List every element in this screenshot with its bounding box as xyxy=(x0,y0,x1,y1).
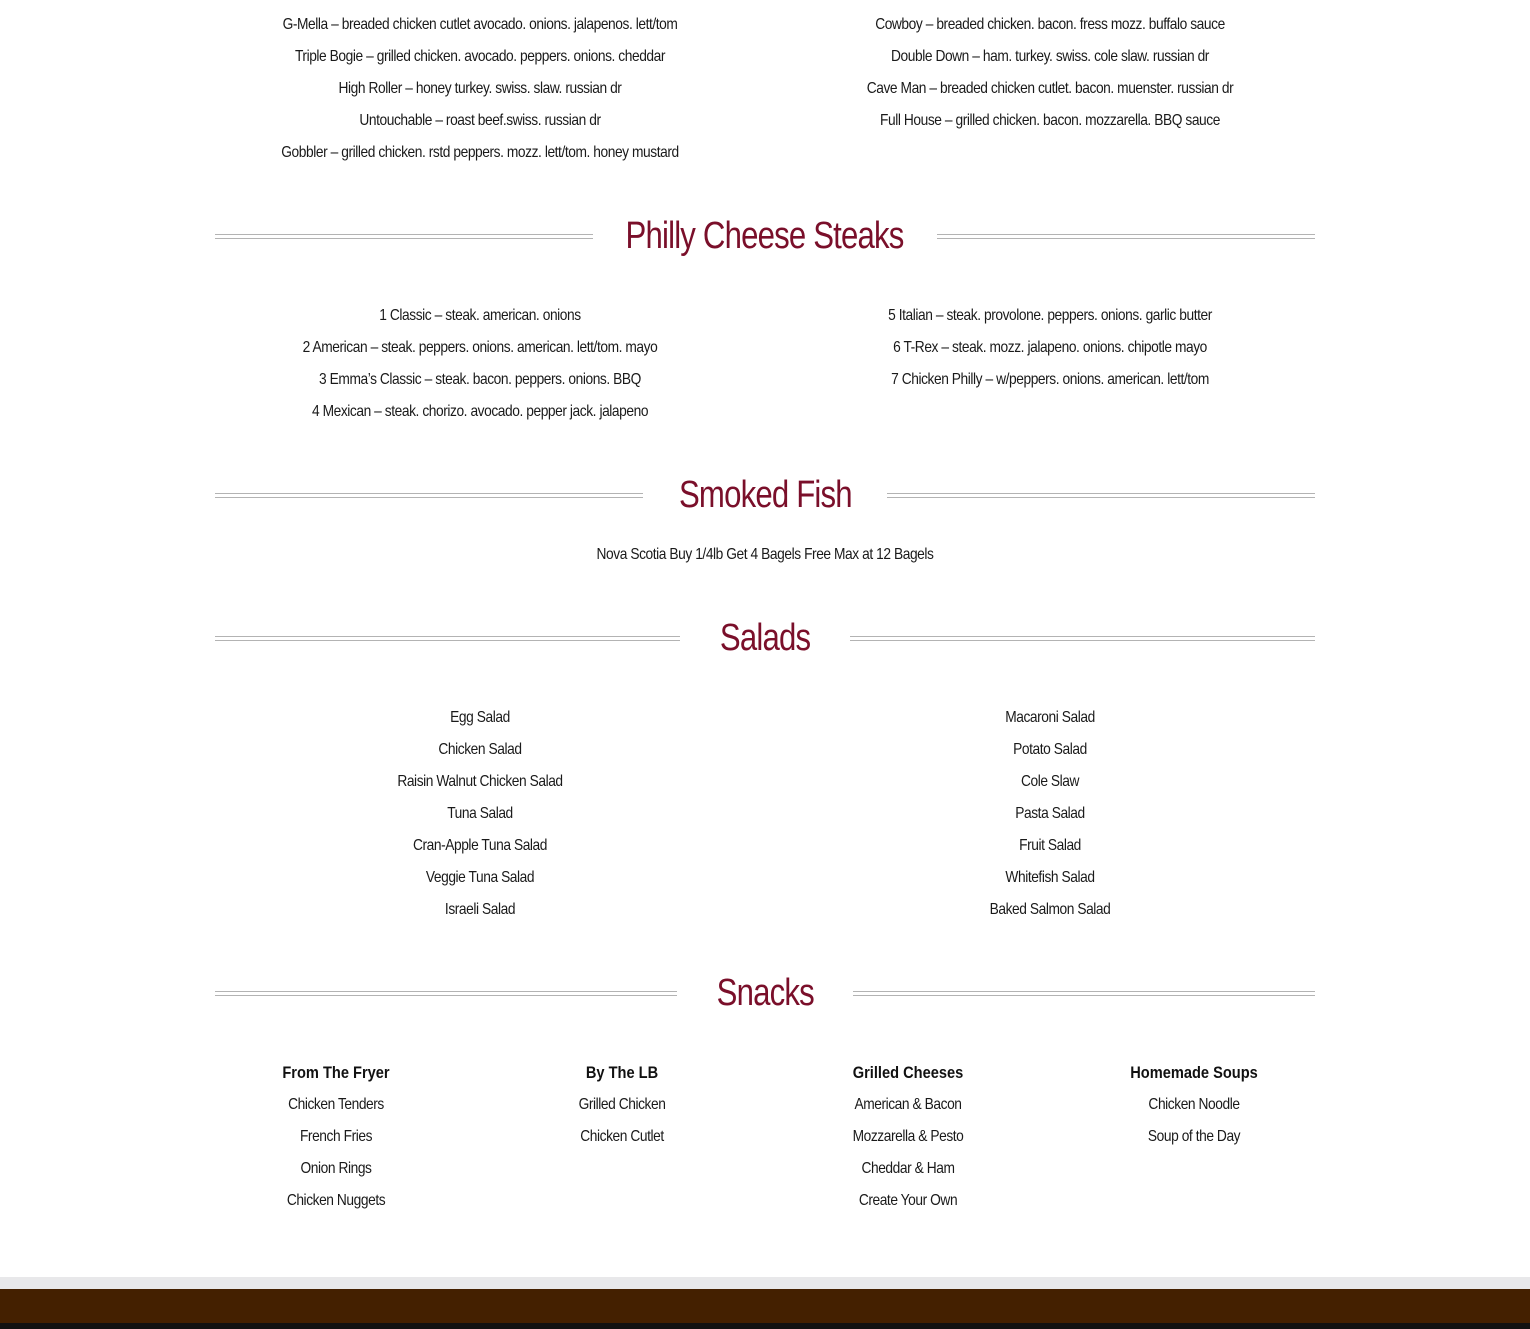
menu-item: Chicken Tenders xyxy=(288,1096,384,1113)
menu-item: Double Down – ham. turkey. swiss. cole slaw. russian dr xyxy=(891,48,1209,65)
menu-item: Nova Scotia Buy 1/4lb Get 4 Bagels Free Max at 12 Bagels xyxy=(596,546,934,563)
menu-item: Grilled Chicken xyxy=(578,1096,666,1113)
menu-item: 1 Classic – steak. american. onions xyxy=(379,307,581,324)
menu-item: French Fries xyxy=(299,1128,373,1145)
section-title: Snacks xyxy=(716,972,814,1014)
menu-item: Triple Bogie – grilled chicken. avocado. peppers. onions. cheddar xyxy=(294,48,666,65)
section-title: Smoked Fish xyxy=(678,474,852,516)
snack-column-heading: By The LB xyxy=(585,1063,659,1082)
section-title: Philly Cheese Steaks xyxy=(625,215,905,257)
menu-item: Tuna Salad xyxy=(447,805,513,822)
menu-item: Potato Salad xyxy=(1013,741,1087,758)
menu-item: Full House – grilled chicken. bacon. mozzarella. BBQ sauce xyxy=(880,112,1220,129)
section-header-smoked-fish xyxy=(215,465,1315,525)
menu-item: Cran-Apple Tuna Salad xyxy=(412,837,547,854)
menu-item: Israeli Salad xyxy=(444,901,516,918)
smoked-fish-offer xyxy=(215,539,1315,571)
menu-item: Cowboy – breaded chicken. bacon. fress mozz. buffalo sauce xyxy=(875,16,1225,33)
menu-item: G-Mella – breaded chicken cutlet avocado. onions. jalapenos. lett/tom xyxy=(282,16,678,33)
snack-column-soups xyxy=(1051,1057,1337,1153)
menu-item: 7 Chicken Philly – w/peppers. onions. american. lett/tom xyxy=(891,371,1209,388)
snack-column-heading: Homemade Soups xyxy=(1130,1063,1258,1082)
philly-column-left xyxy=(215,300,745,428)
menu-item: 3 Emma’s Classic – steak. bacon. peppers. onions. BBQ xyxy=(319,371,641,388)
menu-item: Whitefish Salad xyxy=(1005,869,1095,886)
menu-item: 6 T-Rex – steak. mozz. jalapeno. onions. chipotle mayo xyxy=(893,339,1207,356)
philly-column-right xyxy=(785,300,1315,396)
menu-item: Onion Rings xyxy=(300,1160,372,1177)
menu-item: American & Bacon xyxy=(854,1096,962,1113)
menu-item: Untouchable – roast beef.swiss. russian dr xyxy=(359,112,601,129)
menu-item: Fruit Salad xyxy=(1019,837,1081,854)
menu-item: Cave Man – breaded chicken cutlet. bacon. muenster. russian dr xyxy=(866,80,1234,97)
menu-item: Chicken Cutlet xyxy=(580,1128,664,1145)
menu-item: Cole Slaw xyxy=(1020,773,1080,790)
snack-column-heading: Grilled Cheeses xyxy=(852,1063,964,1082)
snack-column-grilled-cheeses xyxy=(765,1057,1051,1217)
snack-column-by-lb xyxy=(479,1057,765,1153)
menu-item: Chicken Nuggets xyxy=(286,1192,386,1209)
section-header-snacks xyxy=(215,963,1315,1023)
footer-spacer xyxy=(0,1277,1530,1289)
menu-item: Chicken Salad xyxy=(438,741,522,758)
menu-item: Baked Salmon Salad xyxy=(989,901,1111,918)
sandwich-column-left xyxy=(215,9,745,169)
menu-item: Veggie Tuna Salad xyxy=(425,869,535,886)
menu-item: 2 American – steak. peppers. onions. american. lett/tom. mayo xyxy=(302,339,658,356)
menu-item: 5 Italian – steak. provolone. peppers. onions. garlic butter xyxy=(888,307,1212,324)
menu-item: Soup of the Day xyxy=(1147,1128,1241,1145)
site-footer xyxy=(0,1289,1530,1323)
menu-item: Create Your Own xyxy=(858,1192,958,1209)
menu-item: 4 Mexican – steak. chorizo. avocado. pepper jack. jalapeno xyxy=(311,403,649,420)
snack-column-fryer xyxy=(193,1057,479,1217)
menu-item: High Roller – honey turkey. swiss. slaw. russian dr xyxy=(338,80,622,97)
menu-item: Raisin Walnut Chicken Salad xyxy=(397,773,563,790)
footer-bottom-bar xyxy=(0,1323,1530,1329)
menu-item: Egg Salad xyxy=(450,709,510,726)
menu-item: Chicken Noodle xyxy=(1148,1096,1240,1113)
section-header-philly xyxy=(215,206,1315,266)
section-header-salads xyxy=(215,608,1315,668)
menu-item: Pasta Salad xyxy=(1015,805,1085,822)
menu-item: Gobbler – grilled chicken. rstd peppers. mozz. lett/tom. honey mustard xyxy=(281,144,679,161)
sandwich-column-right xyxy=(785,9,1315,137)
snack-column-heading: From The Fryer xyxy=(282,1063,390,1082)
menu-item: Macaroni Salad xyxy=(1005,709,1095,726)
menu-item: Mozzarella & Pesto xyxy=(852,1128,964,1145)
section-title: Salads xyxy=(719,617,811,659)
menu-item: Cheddar & Ham xyxy=(861,1160,955,1177)
salads-column-right xyxy=(785,702,1315,926)
salads-column-left xyxy=(215,702,745,926)
